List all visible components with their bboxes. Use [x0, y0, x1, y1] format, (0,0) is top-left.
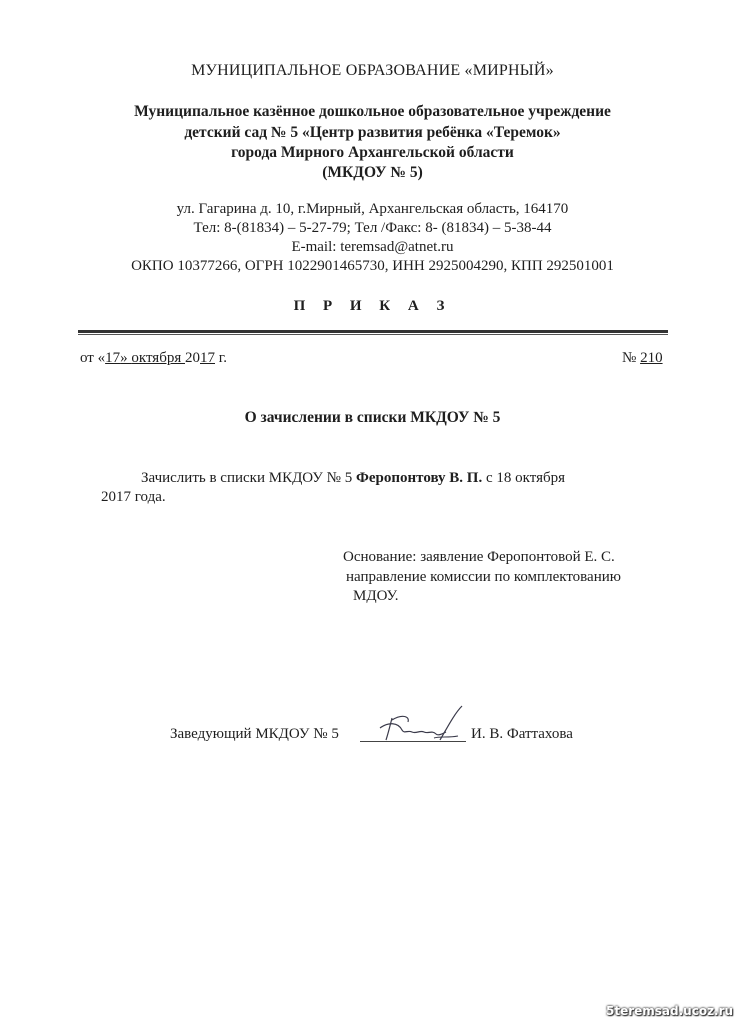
date-prefix: от «: [80, 350, 106, 366]
phone-line: Тел: 8-(81834) – 5-27-79; Тел /Факс: 8- (81834) – 5-38-44: [193, 220, 552, 236]
body-text-start: Зачислить в списки МКДОУ № 5: [141, 470, 356, 486]
body-text-end: с 18 октября: [482, 470, 566, 486]
email-line: E-mail: teremsad@atnet.ru: [291, 239, 454, 255]
date-year-suffix: 17: [200, 350, 215, 366]
municipality-heading: МУНИЦИПАЛЬНОЕ ОБРАЗОВАНИЕ «МИРНЫЙ»: [191, 62, 554, 79]
date-day: 17: [105, 350, 121, 366]
org-name-line-2: детский сад № 5 «Центр развития ребёнка «Теремок»: [184, 124, 561, 141]
signatory-position: Заведующий МКДОУ № 5: [170, 726, 339, 742]
child-name: Феропонтову В. П.: [355, 470, 483, 486]
handwritten-signature: [362, 700, 472, 750]
date-year-prefix: 20: [185, 350, 200, 366]
number-value: 210: [640, 350, 663, 366]
basis-line-3: МДОУ.: [353, 588, 399, 604]
site-watermark: 5teremsad.ucoz.ru: [606, 1004, 734, 1018]
signatory-name: И. В. Фаттахова: [471, 726, 573, 742]
order-number: [622, 350, 663, 367]
document-title: П Р И К А З: [293, 298, 452, 314]
registration-codes-line: ОКПО 10377266, ОГРН 1022901465730, ИНН 2925004290, КПП 292501001: [131, 258, 614, 274]
date-day-close: »: [120, 350, 132, 366]
org-abbreviation: (МКДОУ № 5): [322, 164, 423, 181]
order-body-line-1: [141, 470, 565, 487]
contact-block: [0, 200, 745, 276]
order-subject: О зачислении в списки МКДОУ № 5: [244, 409, 501, 426]
order-date: [80, 350, 227, 367]
org-name-line-3: города Мирного Архангельской области: [231, 144, 514, 161]
address-line: ул. Гагарина д. 10, г.Мирный, Архангельская область, 164170: [176, 201, 569, 217]
number-sign: №: [622, 350, 641, 366]
org-name-line-1: Муниципальное казённое дошкольное образовательное учреждение: [134, 103, 611, 120]
header-divider-thin: [78, 334, 668, 335]
order-body-line-2: 2017 года.: [101, 489, 166, 505]
basis-line-1: Основание: заявление Феропонтовой Е. С.: [343, 549, 615, 565]
date-month: октября: [131, 350, 185, 366]
header-divider: [78, 330, 668, 333]
basis-line-2: направление комиссии по комплектованию: [346, 569, 621, 585]
date-suffix: г.: [215, 350, 227, 366]
